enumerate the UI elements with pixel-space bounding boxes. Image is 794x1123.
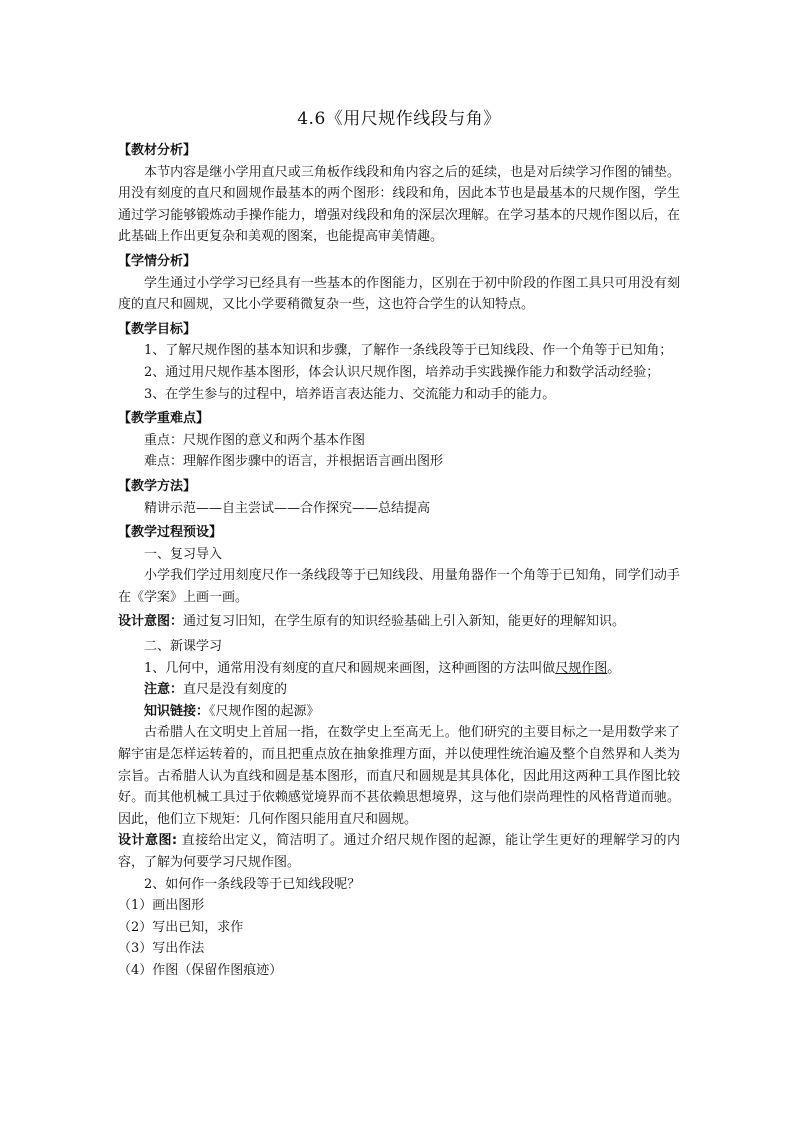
new-lesson-subheading: 二、新课学习 (144, 639, 223, 655)
student-paragraph: 学生通过小学学习已经具有一些基本的作图能力，区别在于初中阶段的作图工具只可用没有刻度的直尺和圆规，又比小学要稍微复杂一些，这也符合学生的认知特点。 (118, 275, 680, 313)
knowledge-link-label: 知识链接： (144, 703, 210, 719)
design-intent-label: 设计意图： (118, 614, 184, 630)
step-2: （2）写出已知，求作 (118, 919, 244, 935)
new-lesson-point-1 (118, 658, 680, 680)
design-intent-2 (118, 830, 680, 873)
design-intent-label-2: 设计意图: (118, 833, 178, 849)
goals-heading: 【教学目标】 (118, 321, 197, 337)
goal-item-1: 1、了解尺规作图的基本知识和步骤，了解作一条线段等于已知线段、作一个角等于已知角； (144, 343, 673, 359)
method-heading: 【教学方法】 (118, 478, 197, 494)
goal-item-3: 3、在学生参与的过程中，培养语言表达能力、交流能力和动手的能力。 (144, 386, 556, 402)
new-lesson-point-text: 1、几何中，通常用没有刻度的直尺和圆规来画图，这种画图的方法叫做 (144, 660, 556, 676)
note-label: 注意： (144, 682, 184, 698)
knowledge-link-line (118, 701, 680, 723)
review-paragraph: 小学我们学过用刻度尺作一条线段等于已知线段、用量角器作一个角等于已知角，同学们动手在《学案》上画一画。 (118, 568, 680, 605)
goal-item-2: 2、通过用尺规作基本图形，体会认识尺规作图，培养动手实践操作能力和数学活动经验； (144, 364, 660, 380)
process-heading: 【教学过程预设】 (118, 525, 223, 541)
design-intent-1 (118, 611, 680, 633)
step-1: （1）画出图形 (118, 898, 205, 914)
design-intent-text: 通过复习旧知，在学生原有的知识经验基础上引入新知，能更好的理解知识。 (183, 614, 626, 630)
review-subheading: 一、复习导入 (144, 546, 223, 562)
step-4: （4）作图（保留作图痕迹） (118, 962, 283, 978)
note-text: 直尺是没有刻度的 (183, 682, 288, 698)
key-point: 重点：尺规作图的意义和两个基本作图 (144, 432, 366, 448)
origin-paragraph: 古希腊人在文明史上首屈一指，在数学史上至高无上。他们研究的主要目标之一是用数学来了解宇宙是怎样运转着的，而且把重点放在抽象推理方面，并以使理性统治遍及整个自然界和人类为宗旨。古希腊人认为直线和圆是基本图形，而直尺和圆规是其具体化，因此用这两种工具作图比较好。而其他机械工具过于依赖感觉境界而不甚依赖思想境界，这与他们崇尚理性的风格背道而驰。因此，他们立下规矩：几何作图只能用直尺和圆规。 (118, 725, 680, 827)
student-heading: 【学情分析】 (118, 253, 197, 269)
knowledge-link-text: 《尺规作图的起源》 (209, 703, 320, 719)
step-3: （3）写出作法 (118, 941, 205, 957)
new-lesson-point-end: 。 (607, 660, 621, 676)
design-intent-text-2: 直接给出定义，简洁明了。通过介绍尺规作图的起源，能让学生更好的理解学习的内容，了解为何要学习尺规作图。 (118, 833, 680, 870)
analysis-paragraph: 本节内容是继小学用直尺或三角板作线段和角内容之后的延续，也是对后续学习作图的铺垫。用没有刻度的直尺和圆规作最基本的两个图形：线段和角，因此本节也是最基本的尺规作图，学生通过学习能够锻炼动手操作能力，增强对线段和角的深层次理解。在学习基本的尺规作图以后，在此基础上作出更复杂和美观的图案，也能提高审美情趣。 (118, 164, 680, 245)
keys-heading: 【教学重难点】 (118, 411, 210, 427)
question-2: 2、如何作一条线段等于已知线段呢？ (144, 876, 361, 892)
analysis-heading: 【教材分析】 (118, 143, 197, 158)
term-underlined: 尺规作图 (555, 660, 608, 676)
note-line (118, 679, 680, 701)
document-page (118, 108, 680, 982)
method-text: 精讲示范——自主尝试——合作探究——总结提高 (144, 500, 431, 516)
page-title: 4.6《用尺规作线段与角》 (297, 109, 501, 129)
difficult-point: 难点：理解作图步骤中的语言，并根据语言画出图形 (144, 454, 444, 470)
